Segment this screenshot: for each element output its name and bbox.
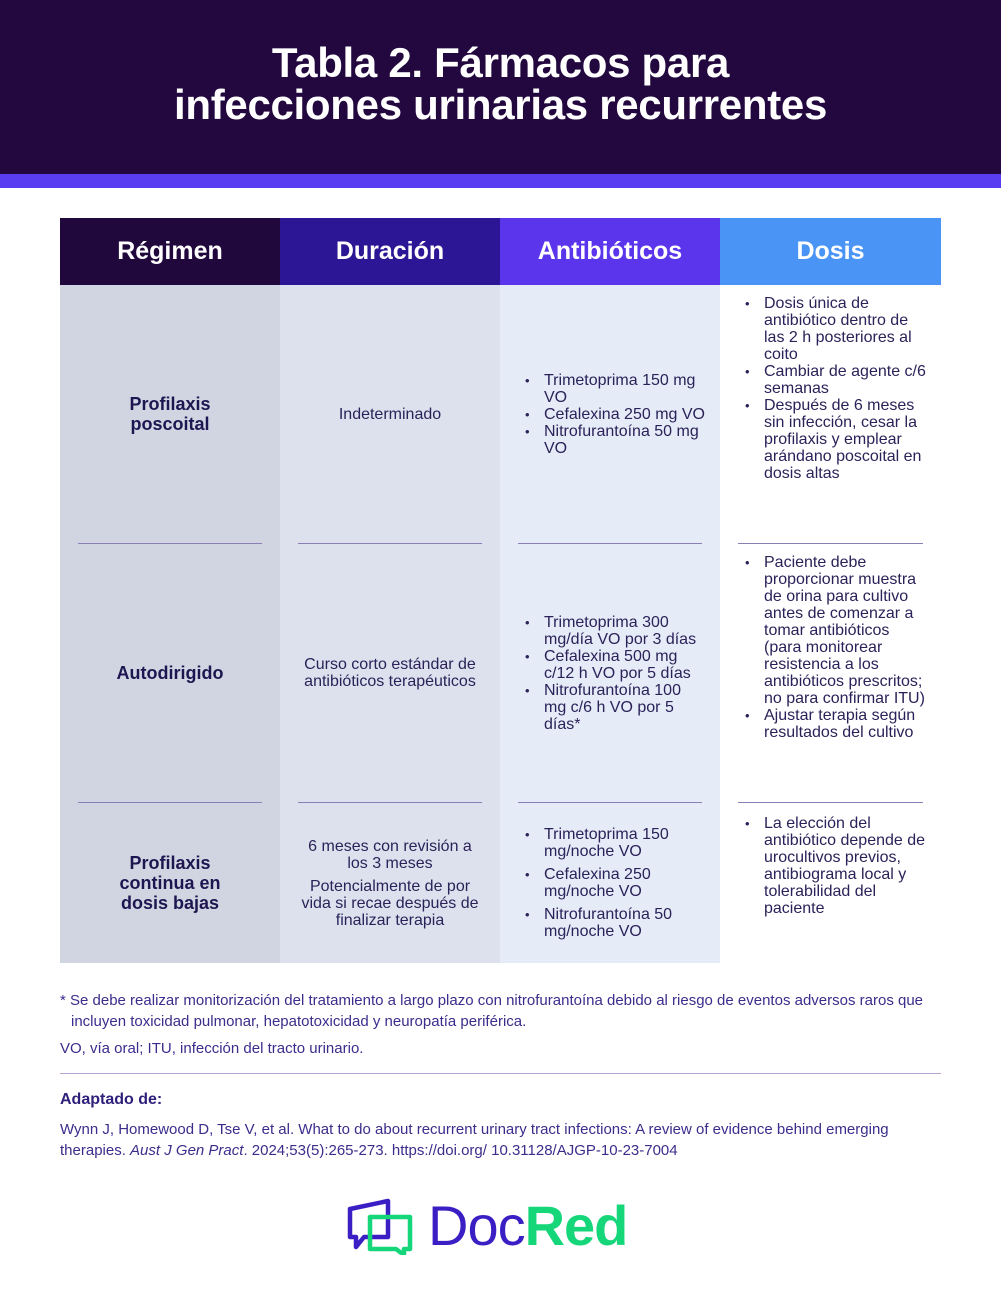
chat-bubbles-icon [346, 1197, 416, 1255]
antibiotic-list [518, 614, 706, 733]
page-title-line2: infecciones urinarias recurrentes [173, 81, 828, 128]
table-cell [60, 803, 280, 963]
dosis-list [738, 554, 927, 741]
antibiotic-list [518, 372, 706, 457]
header-antibioticos: Antibióticos [500, 218, 720, 285]
abbreviations-note: VO, vía oral; ITU, infección del tracto urinario. [60, 1040, 364, 1057]
list-item: • Nitrofurantoína 50 mg VO [544, 423, 706, 457]
regimen-label: Profilaxis poscoital [129, 394, 211, 434]
column-dosis [720, 285, 941, 963]
duration-text: 6 meses con revisión a los 3 meses Potencialmente de por vida si recae después de finalizar terapia [301, 837, 479, 929]
list-item: • Cefalexina 500 mg c/12 h VO por 5 días [544, 648, 706, 682]
section-divider [60, 1073, 941, 1074]
header-regimen: Régimen [60, 218, 280, 285]
list-item: • La elección del antibiótico depende de urocultivos previos, antibiograma local y tolerabilidad del paciente [764, 815, 927, 917]
column-antibioticos [500, 285, 720, 963]
list-item: • Trimetoprima 300 mg/día VO por 3 días [544, 614, 706, 648]
table-cell [60, 544, 280, 802]
list-item: • Trimetoprima 150 mg VO [544, 372, 706, 406]
page-title-line1: Tabla 2. Fármacos para [271, 39, 730, 86]
logo-wordmark: DocRed [428, 1194, 628, 1257]
list-item: • Después de 6 meses sin infección, cesar la profilaxis y emplear arándano poscoital en dosis altas [764, 397, 927, 482]
header-duracion: Duración [280, 218, 500, 285]
table-header-row [60, 218, 941, 285]
table-cell [720, 285, 941, 543]
column-duracion [280, 285, 500, 963]
journal-name: Aust J Gen Pract [130, 1142, 244, 1159]
list-item: • Cefalexina 250 mg/noche VO [544, 866, 706, 900]
list-item: • Paciente debe proporcionar muestra de orina para cultivo antes de comenzar a tomar antibióticos (para monitorear resistencia a los antibióticos prescritos; no para confirmar ITU) [764, 554, 927, 707]
regimen-label: Autodirigido [116, 663, 224, 683]
table-cell [60, 285, 280, 543]
list-item: • Trimetoprima 150 mg/noche VO [544, 826, 706, 860]
list-item: • Cambiar de agente c/6 semanas [764, 363, 927, 397]
page-title [173, 39, 828, 132]
column-regimen [60, 285, 280, 963]
antibiotic-list [518, 826, 706, 940]
list-item: • Dosis única de antibiótico dentro de las 2 h posteriores al coito [764, 295, 927, 363]
table-cell [500, 285, 720, 543]
list-item: • Cefalexina 250 mg VO [544, 406, 706, 423]
drug-table [60, 218, 941, 963]
footnote-nitrofurantoina: * Se debe realizar monitorización del tratamiento a largo plazo con nitrofurantoína debido al riesgo de eventos adversos raros que incluyen toxicidad pulmonar, hepatotoxicidad y neuropatía periférica. [60, 992, 924, 1030]
citation-text: Wynn J, Homewood D, Tse V, et al. What to do about recurrent urinary tract infections: A review of evidence behind emerging therapies. Aust J Gen Pract. 2024;53(5):265-273. https://doi.org/ 10.31128/AJGP-10-23-7004 [60, 1121, 889, 1159]
table-body [60, 285, 941, 963]
table-cell [500, 544, 720, 802]
source-title: Adaptado de: [60, 1091, 163, 1108]
table-cell [720, 544, 941, 802]
dosis-list [738, 815, 927, 917]
duration-text: Curso corto estándar de antibióticos terapéuticos [304, 656, 476, 690]
list-item: • Ajustar terapia según resultados del cultivo [764, 707, 927, 741]
list-item: • Nitrofurantoína 100 mg c/6 h VO por 5 días* [544, 682, 706, 733]
docred-logo [346, 1196, 627, 1256]
table-cell [280, 803, 500, 963]
page-header [0, 0, 1001, 174]
list-item: • Nitrofurantoína 50 mg/noche VO [544, 906, 706, 940]
footnotes [60, 990, 941, 1059]
table-cell [280, 544, 500, 802]
table-cell [500, 803, 720, 963]
table-cell [720, 803, 941, 963]
table-cell [280, 285, 500, 543]
header-dosis: Dosis [720, 218, 941, 285]
regimen-label: Profilaxis continua en dosis bajas [119, 853, 221, 913]
source-citation [60, 1089, 941, 1161]
duration-text: Indeterminado [338, 405, 442, 423]
header-stripe [0, 174, 1001, 188]
dosis-list [738, 295, 927, 482]
